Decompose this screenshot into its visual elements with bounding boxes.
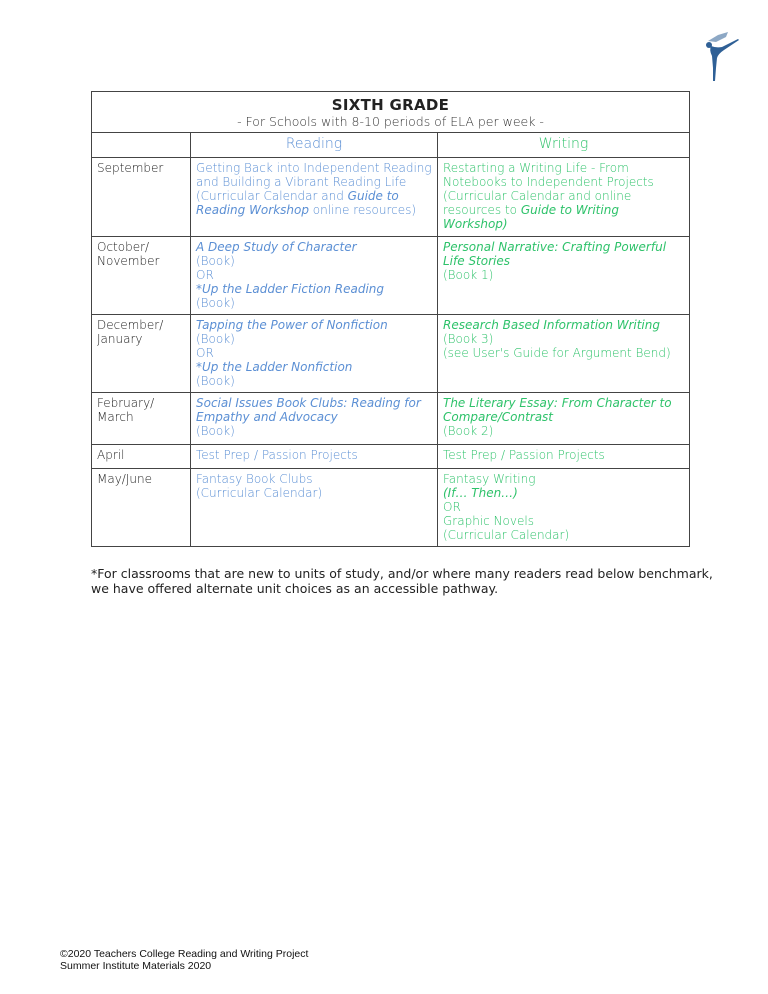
unit-line: [443, 424, 684, 438]
unit-text: Tapping the Power of Nonfiction: [196, 318, 388, 332]
unit-text: OR: [196, 268, 214, 282]
unit-line: [443, 528, 684, 542]
unit-text: (Book 3): [443, 332, 494, 346]
unit-text: Empathy and Advocacy: [196, 410, 338, 424]
unit-text: Workshop): [443, 217, 508, 231]
writing-unit-cell: [438, 393, 690, 445]
unit-text: (Book): [196, 374, 235, 388]
month-label: October/: [97, 240, 150, 254]
unit-line: [196, 203, 432, 217]
unit-line: [196, 472, 432, 486]
dancer-logo-icon: [700, 28, 742, 84]
unit-text: (Book): [196, 332, 235, 346]
month-cell: [92, 158, 191, 237]
page-subtitle: - For Schools with 8-10 periods of ELA per week -: [237, 114, 544, 129]
month-label: May/June: [97, 472, 152, 486]
unit-line: [196, 448, 432, 462]
table-row: [92, 315, 690, 393]
month-cell: [92, 237, 191, 315]
unit-line: [443, 332, 684, 346]
copyright-text: ©2020 Teachers College Reading and Writing Project: [60, 948, 309, 960]
unit-line: [196, 360, 432, 374]
unit-text: The Literary Essay: From Character to: [443, 396, 672, 410]
title-cell: [92, 92, 690, 133]
unit-line: [443, 514, 684, 528]
unit-line: [443, 203, 684, 217]
month-header-cell: [92, 133, 191, 158]
unit-text: Guide to Writing: [520, 203, 619, 217]
unit-text: *Up the Ladder Nonfiction: [196, 360, 353, 374]
unit-text: and Building a Vibrant Reading Life: [196, 175, 407, 189]
writing-unit-cell: [438, 469, 690, 547]
unit-line: [443, 189, 684, 203]
unit-text: Graphic Novels: [443, 514, 534, 528]
unit-line: [196, 254, 432, 268]
unit-line: [443, 486, 684, 500]
unit-line: [443, 240, 684, 254]
unit-line: [196, 486, 432, 500]
unit-line: [196, 189, 432, 203]
month-label: February/: [97, 396, 155, 410]
unit-text: Compare/Contrast: [443, 410, 554, 424]
unit-line: [196, 424, 432, 438]
unit-text: (see User's Guide for Argument Bend): [443, 346, 671, 360]
unit-line: [196, 268, 432, 282]
table-row: [92, 393, 690, 445]
month-label: March: [97, 410, 134, 424]
unit-text: (Curricular Calendar and: [196, 189, 348, 203]
unit-text: (Book): [196, 254, 235, 268]
unit-text: Test Prep / Passion Projects: [443, 448, 605, 462]
unit-line: [443, 346, 684, 360]
unit-text: (Curricular Calendar and online: [443, 189, 632, 203]
unit-text: OR: [443, 500, 461, 514]
reading-header: Reading: [191, 133, 438, 158]
unit-line: [443, 396, 684, 410]
unit-line: [443, 217, 684, 231]
unit-line: [196, 346, 432, 360]
writing-unit-cell: [438, 445, 690, 469]
unit-line: [443, 175, 684, 189]
unit-line: [443, 254, 684, 268]
unit-text: Social Issues Book Clubs: Reading for: [196, 396, 421, 410]
unit-text: (Book): [196, 296, 235, 310]
unit-text: (Curricular Calendar): [443, 528, 570, 542]
unit-line: [196, 240, 432, 254]
unit-line: [443, 500, 684, 514]
unit-text: Guide to: [347, 189, 399, 203]
unit-text: Fantasy Book Clubs: [196, 472, 313, 486]
footnote-line: *For classrooms that are new to units of study, and/or where many readers read below benchmark,: [91, 566, 713, 581]
writing-header: Writing: [438, 133, 690, 158]
reading-unit-cell: [191, 469, 438, 547]
month-cell: [92, 469, 191, 547]
unit-line: [196, 161, 432, 175]
curriculum-table: [91, 91, 690, 547]
unit-line: [443, 161, 684, 175]
reading-unit-cell: [191, 393, 438, 445]
unit-text: resources to: [443, 203, 521, 217]
unit-line: [196, 396, 432, 410]
unit-line: [443, 318, 684, 332]
month-label: January: [97, 332, 143, 346]
table-row: [92, 237, 690, 315]
reading-unit-cell: [191, 445, 438, 469]
unit-text: Restarting a Writing Life - From: [443, 161, 629, 175]
unit-text: OR: [196, 346, 214, 360]
title-row: [92, 92, 690, 133]
footnote-line: we have offered alternate unit choices as an accessible pathway.: [91, 581, 499, 596]
writing-unit-cell: [438, 158, 690, 237]
unit-text: A Deep Study of Character: [196, 240, 357, 254]
unit-line: [196, 318, 432, 332]
unit-text: Life Stories: [443, 254, 511, 268]
unit-text: (Book 2): [443, 424, 494, 438]
unit-text: Notebooks to Independent Projects: [443, 175, 654, 189]
month-label: September: [97, 161, 164, 175]
unit-line: [196, 410, 432, 424]
unit-line: [443, 268, 684, 282]
table-row: [92, 445, 690, 469]
unit-text: Getting Back into Independent Reading: [196, 161, 432, 175]
page-footer: [60, 948, 308, 972]
unit-text: Personal Narrative: Crafting Powerful: [443, 240, 667, 254]
column-header-row: [92, 133, 690, 158]
unit-text: (Curricular Calendar): [196, 486, 323, 500]
table-row: [92, 469, 690, 547]
footer-subtitle: Summer Institute Materials 2020: [60, 960, 212, 972]
unit-text: Fantasy Writing: [443, 472, 536, 486]
month-label: December/: [97, 318, 164, 332]
unit-text: Research Based Information Writing: [443, 318, 660, 332]
unit-text: Reading Workshop: [196, 203, 309, 217]
unit-line: [443, 448, 684, 462]
unit-line: [196, 374, 432, 388]
page-title: SIXTH GRADE: [331, 96, 450, 114]
unit-line: [196, 332, 432, 346]
unit-line: [196, 296, 432, 310]
writing-unit-cell: [438, 237, 690, 315]
unit-line: [196, 282, 432, 296]
reading-unit-cell: [191, 237, 438, 315]
unit-text: (Book): [196, 424, 235, 438]
reading-unit-cell: [191, 158, 438, 237]
table-row: [92, 158, 690, 237]
unit-text: online resources): [308, 203, 417, 217]
writing-unit-cell: [438, 315, 690, 393]
month-cell: [92, 393, 191, 445]
month-cell: [92, 445, 191, 469]
unit-line: [443, 410, 684, 424]
unit-text: Test Prep / Passion Projects: [196, 448, 358, 462]
unit-text: *Up the Ladder Fiction Reading: [196, 282, 385, 296]
unit-text: (Book 1): [443, 268, 494, 282]
month-cell: [92, 315, 191, 393]
reading-unit-cell: [191, 315, 438, 393]
month-label: November: [97, 254, 160, 268]
unit-text: (If… Then…): [443, 486, 518, 500]
footnote: [91, 566, 731, 596]
month-label: April: [97, 448, 125, 462]
unit-line: [196, 175, 432, 189]
unit-line: [443, 472, 684, 486]
